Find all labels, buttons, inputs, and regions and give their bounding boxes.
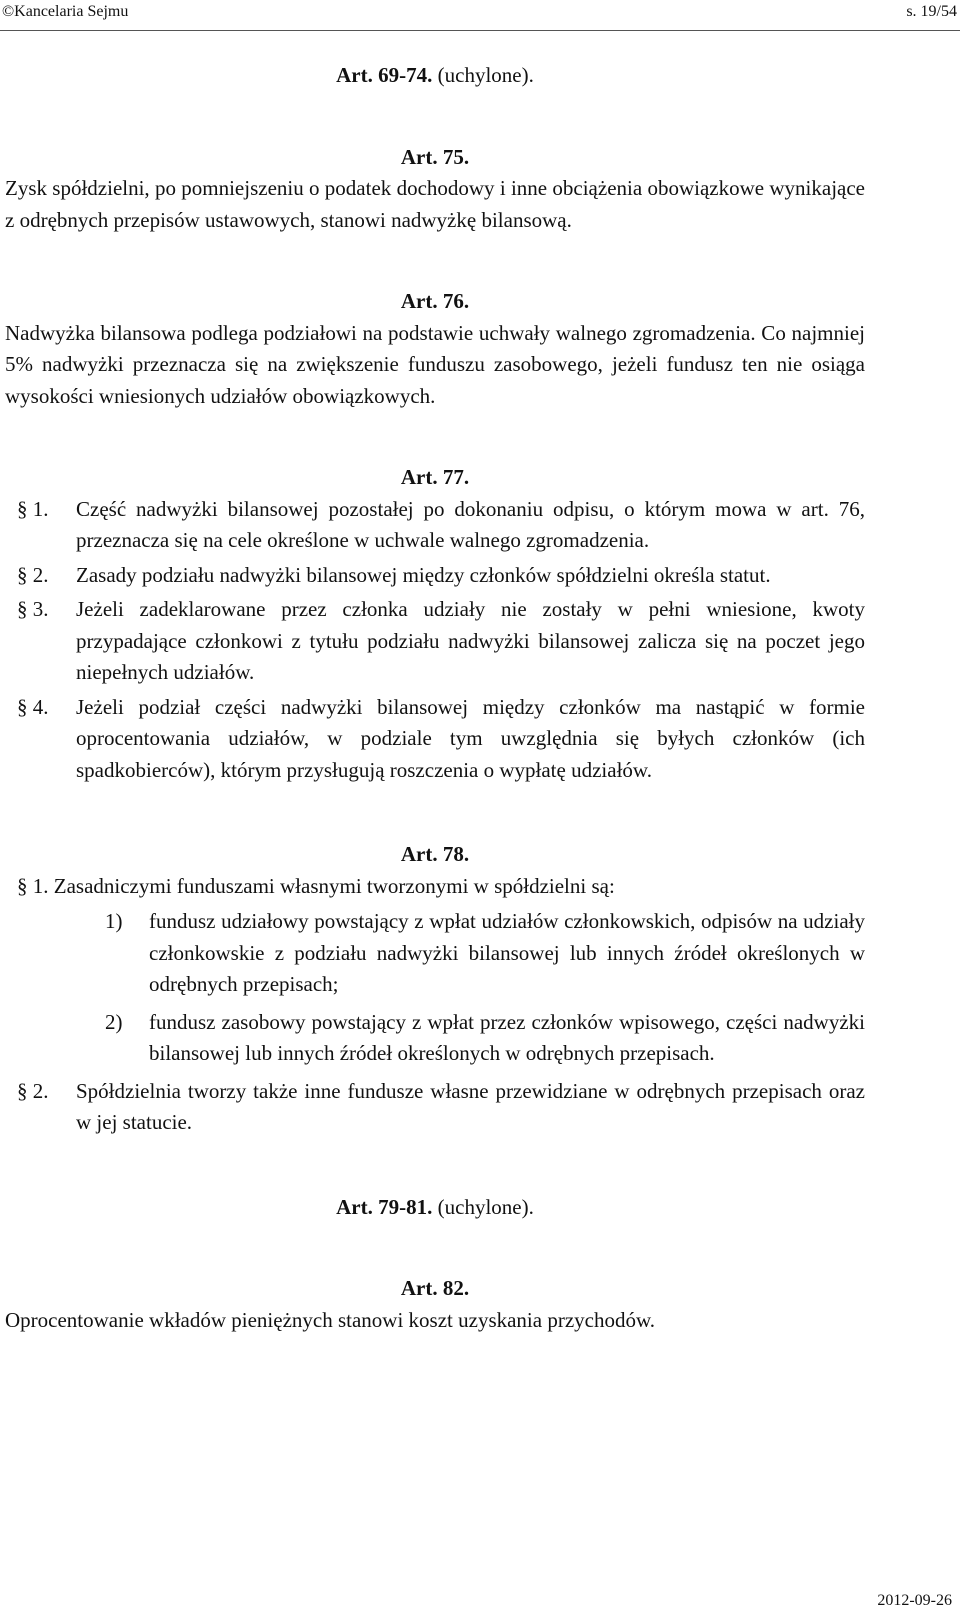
article-69-74-title [5, 60, 865, 92]
section-text: Część nadwyżki bilansowej pozostałej po dokonaniu odpisu, o którym mowa w art. 76, przeznacza się na cele określone w uchwale walnego zgromadzenia. [76, 496, 865, 552]
article-78-section-1 [5, 871, 865, 903]
article-77-section-3 [5, 594, 865, 689]
article-78-title: Art. 78. [400, 842, 470, 866]
article-79-81-note: (uchylone). [437, 1194, 534, 1219]
section-number: § 1. [17, 496, 49, 521]
document-body [5, 60, 865, 1336]
article-82-title: Art. 82. [400, 1276, 470, 1300]
header-page-number: s. 19/54 [906, 3, 957, 20]
section-text: Jeżeli zadeklarowane przez członka udziały nie zostały w pełni wniesione, kwoty przypadające członkowi z tytułu podziału nadwyżki bilansowej zalicza się na poczet jego niepełnych udziałów. [76, 597, 865, 684]
article-79-81-title [5, 1192, 865, 1224]
section-number: § 4. [17, 694, 49, 719]
point-text: fundusz zasobowy powstający z wpłat przez członków wpisowego, części nadwyżki bilansowej lub innych źródeł określonych w odrębnych przepisach. [149, 1009, 865, 1065]
article-76-text: Nadwyżka bilansowa podlega podziałowi na podstawie uchwały walnego zgromadzenia. Co najmniej 5% nadwyżki przeznacza się na zwiększenie funduszu zasobowego, jeżeli fundusz ten nie osiąga wysokości wniesionych udziałów obowiązkowych. [5, 320, 865, 408]
article-78-point-2 [5, 1007, 865, 1070]
footer-date: 2012-09-26 [877, 1592, 952, 1609]
point-number: 2) [105, 1009, 123, 1034]
article-82-text: Oprocentowanie wkładów pieniężnych stanowi koszt uzyskania przychodów. [5, 1307, 656, 1332]
article-77-section-4 [5, 692, 865, 787]
page-header [0, 0, 960, 31]
article-76-title: Art. 76. [400, 289, 470, 313]
section-text: Jeżeli podział części nadwyżki bilansowej między członków ma nastąpić w formie oprocentowania udziałów, w podziale tym uwzględnia się byłych członków (ich spadkobierców), którym przysługują roszczenia o wypłatę udziałów. [76, 694, 865, 782]
point-number: 1) [105, 909, 123, 933]
article-69-74-note: (uchylone). [437, 63, 534, 87]
section-text: Zasady podziału nadwyżki bilansowej między członków spółdzielni określa statut. [76, 562, 771, 587]
article-77-section-2 [5, 560, 865, 592]
article-69-74-number: Art. 69-74. [336, 63, 433, 87]
article-75-title: Art. 75. [400, 144, 470, 169]
section-number: § 1. [17, 873, 49, 898]
header-copyright: ©Kancelaria Sejmu [2, 3, 129, 20]
article-75-text: Zysk spółdzielni, po pomniejszeniu o podatek dochodowy i inne obciążenia obowiązkowe wynikające z odrębnych przepisów ustawowych, stanowi nadwyżkę bilansową. [5, 176, 865, 232]
section-text: Zasadniczymi funduszami własnymi tworzonymi w spółdzielni są: [53, 873, 615, 898]
point-text: fundusz udziałowy powstający z wpłat udziałów członkowskich, odpisów na udziały członkowskie z podziału nadwyżki bilansowej lub innych źródeł określonych w odrębnych przepisach; [149, 909, 865, 996]
article-78-section-2 [5, 1076, 865, 1139]
article-78-point-1 [5, 906, 865, 1001]
article-77-title: Art. 77. [400, 465, 470, 489]
section-number: § 3. [17, 597, 49, 621]
section-number: § 2. [17, 562, 49, 587]
section-number: § 2. [17, 1078, 49, 1103]
section-text: Spółdzielnia tworzy także inne fundusze własne przewidziane w odrębnych przepisach oraz w jej statucie. [76, 1078, 865, 1134]
article-79-81-number: Art. 79-81. [336, 1194, 433, 1219]
article-77-section-1 [5, 494, 865, 557]
